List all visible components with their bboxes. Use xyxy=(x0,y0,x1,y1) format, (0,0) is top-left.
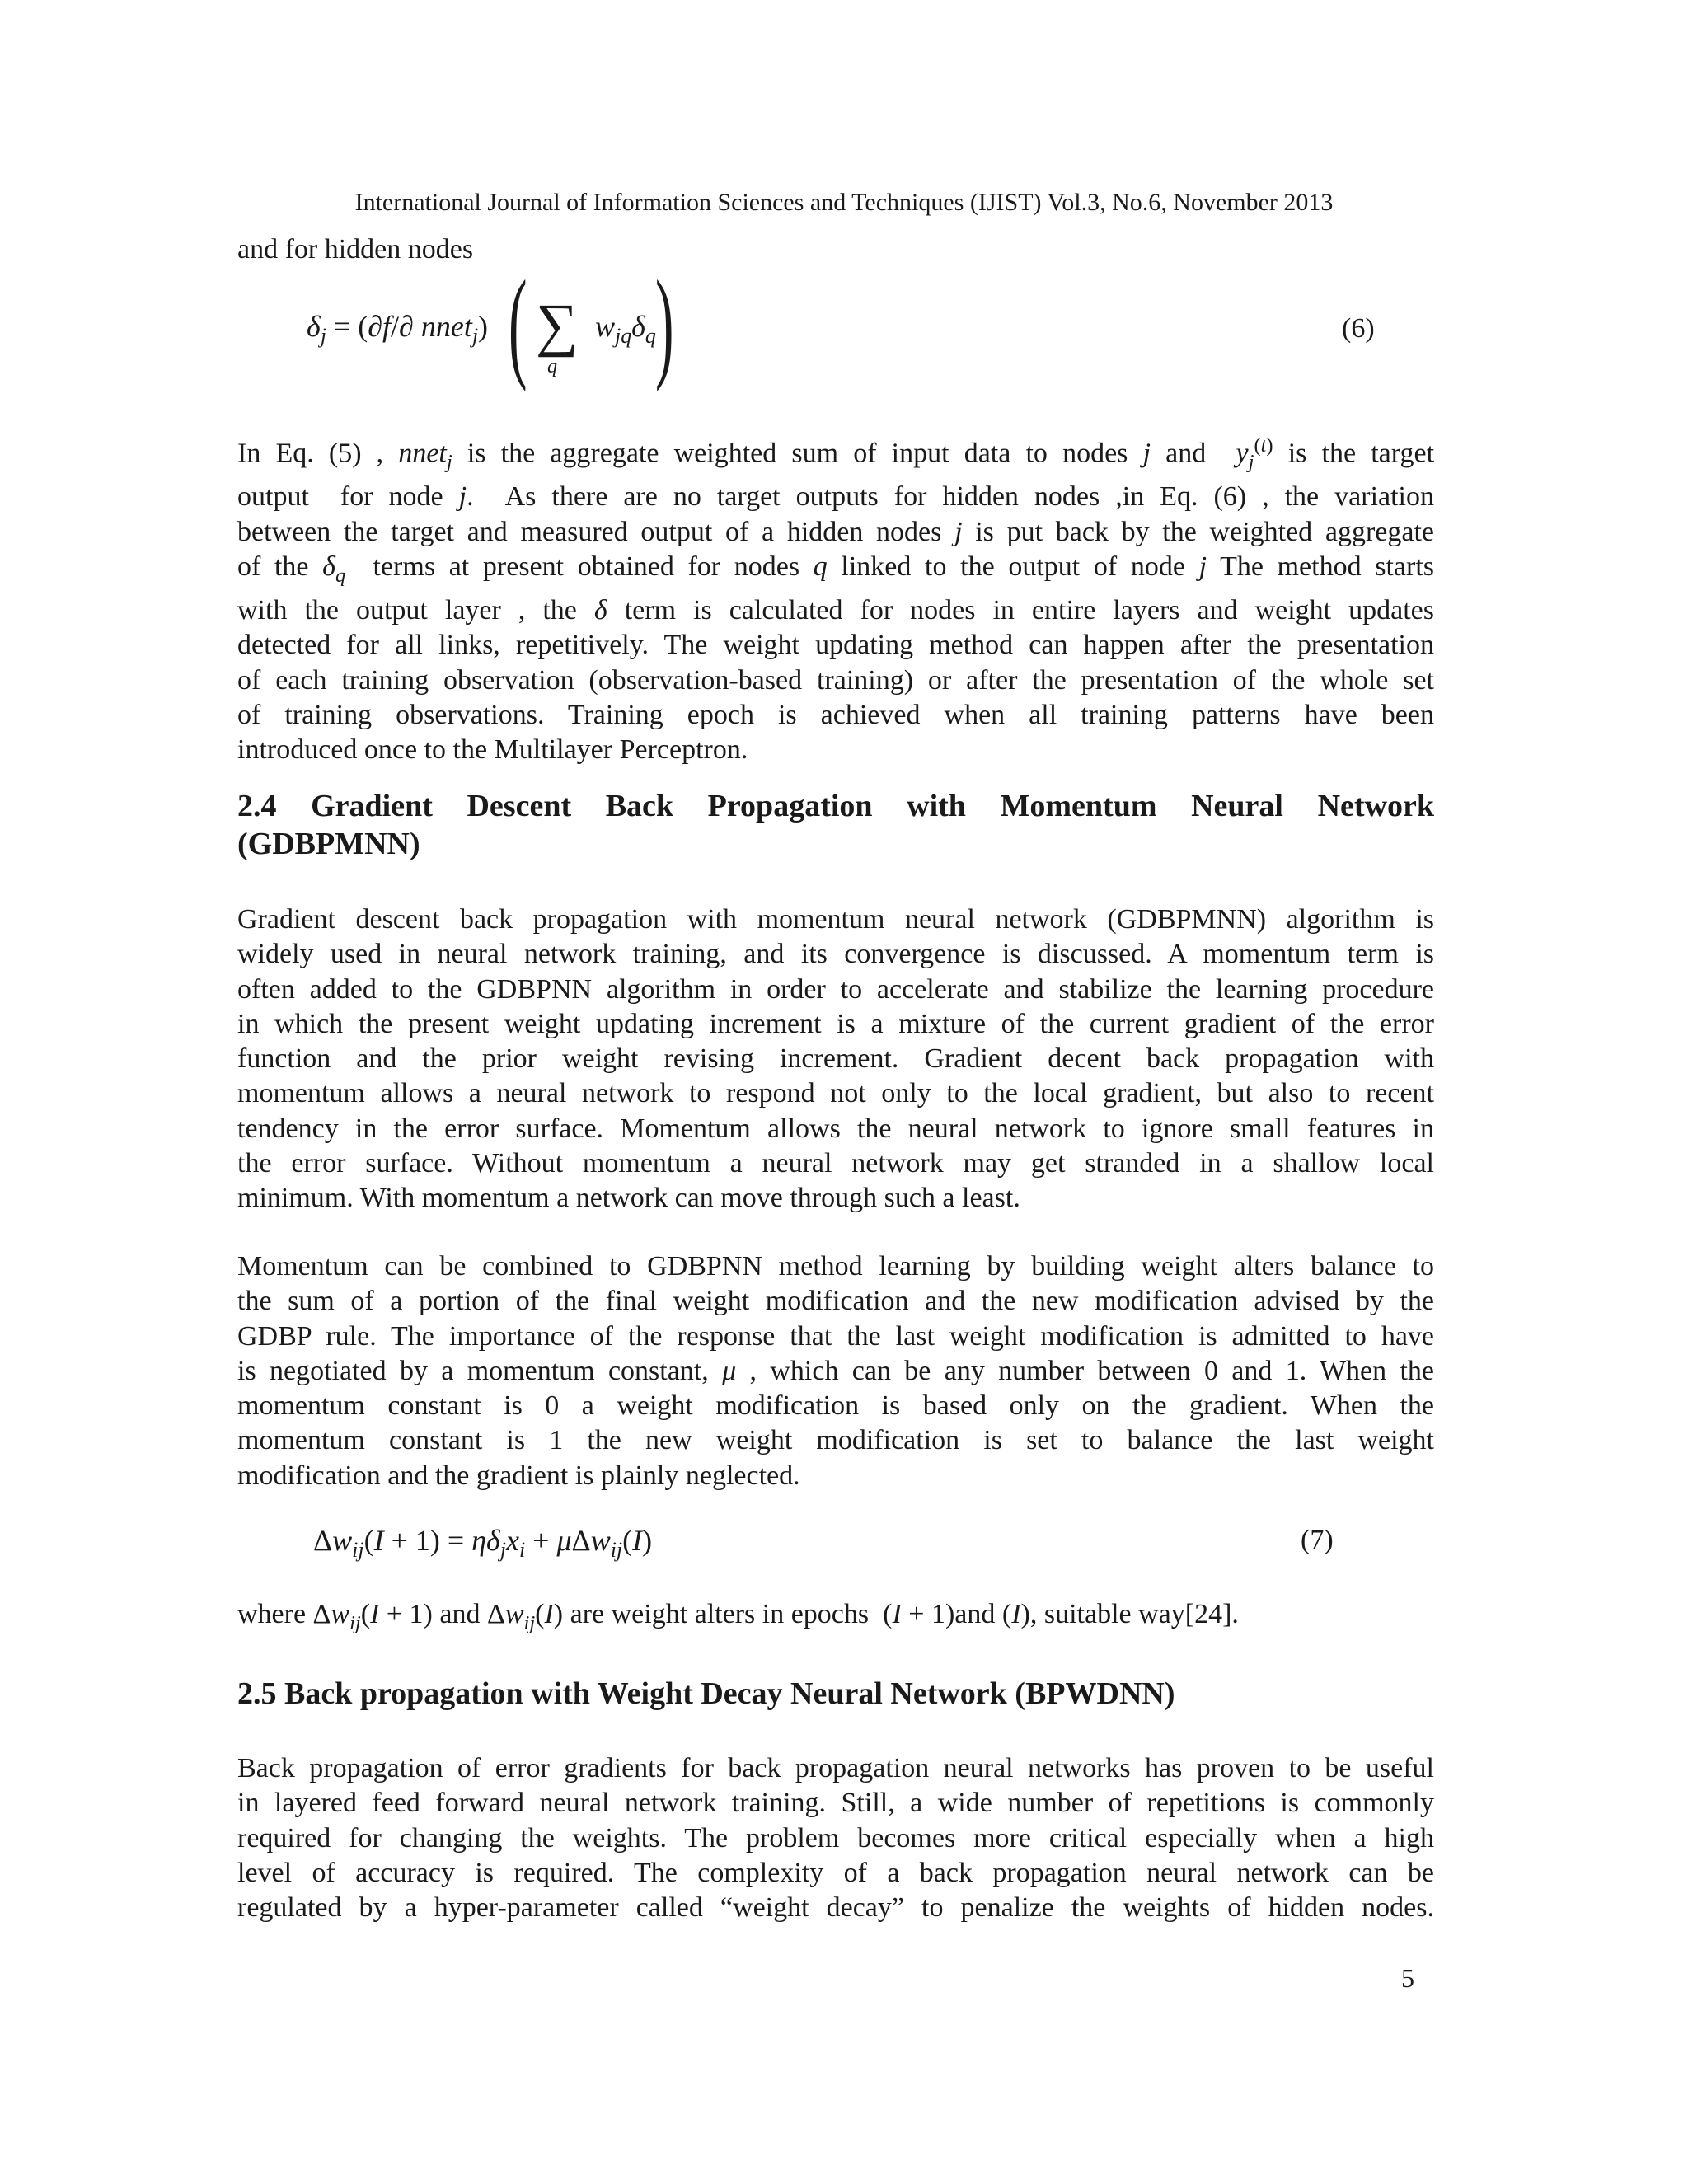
section-heading-2-4: 2.4 Gradient Descent Back Propagation with Momentum Neural Network (GDBPMNN) xyxy=(237,789,1434,861)
para1-line-7: of each training observation (observation-based training) or after the presentation of the whole set xyxy=(237,664,1434,696)
equation-6-close-paren: ) xyxy=(655,255,674,392)
equation-6-summand: $w_{jq}\delta_q$ xyxy=(595,310,656,349)
paragraph-eq5-explanation xyxy=(237,429,1434,768)
section-heading-2-5: 2.5 Back propagation with Weight Decay Neural Network (BPWDNN) xyxy=(237,1676,1175,1711)
paragraph-momentum-constant: Momentum can be combined to GDBPNN method learning by building weight alters balance to the sum of a portion of the final weight modification and the new modification advised by the GDBP rule. The importance of the response that the last weight modification is admitted to have is negotiated by a momentum constant, μ , which can be any number between 0 and 1. When the momentum constant is 0 a weight modification is based only on the gradient. When the momentum constant is 1 the new weight modification is set to balance the last weight modification and the gradient is plainly neglected. xyxy=(237,1251,1435,1491)
para1-line-2: output for node j. As there are no target outputs for hidden nodes ,in Eq. (6) , the variation xyxy=(237,481,1434,513)
equation-6-sum-sign: ∑ xyxy=(536,292,579,358)
intro-line: and for hidden nodes xyxy=(237,234,474,265)
paragraph-gdbpmnn-intro: Gradient descent back propagation with momentum neural network (GDBPMNN) algorithm is widely used in neural network training, and its convergence is discussed. A momentum term is often added to the GDBPNN algorithm in order to accelerate and stabilize the learning procedure in which the present weight updating increment is a mixture of the current gradient of the error function and the prior weight revising increment. Gradient decent back propagation with momentum allows a neural network to respond not only to the local gradient, but also to recent tendency in the error surface. Momentum allows the neural network to ignore small features in the error surface. Without momentum a neural network may get stranded in a shallow local minimum. With momentum a network can move through such a least. xyxy=(237,904,1434,1214)
equation-7-body: $\Delta w_{ij}(I + 1) = \eta\delta_jx_i + \mu\Delta w_{ij}(I)$ xyxy=(313,1524,653,1563)
equation-6-lhs: $\delta_j = (\partial f/\partial$ nnet$_j$) xyxy=(307,310,489,349)
equation-6-number: (6) xyxy=(1342,313,1375,344)
equation-6-sum-index: q xyxy=(547,356,557,377)
paragraph-bpwdnn-intro: Back propagation of error gradients for back propagation neural networks has proven to be useful in layered feed forward neural network training. Still, a wide number of repetitions is commonly required for changing the weights. The problem becomes more critical especially when a high level of accuracy is required. The complexity of a back propagation neural network can be regulated by a hyper-parameter called “weight decay” to penalize the weights of hidden nodes. xyxy=(237,1753,1434,1924)
equation-7-number: (7) xyxy=(1301,1525,1334,1555)
para1-line-5: with the output layer , the δ term is calculated for nodes in entire layers and weight updates xyxy=(237,595,1434,626)
para1-line-1: In Eq. (5) , nnet$_j$ is the aggregate weighted sum of input data to nodes j and $y_j^{(t)}$ is the target xyxy=(237,434,1435,474)
equation-6-open-paren: ( xyxy=(509,255,528,392)
para1-line-6: detected for all links, repetitively. The weight updating method can happen after the presentation xyxy=(237,630,1434,661)
where-line: where $\Delta w_{ij}(I + 1)$ and $\Delta w_{ij}(I)$ are weight alters in epochs (I + 1)and (I), suitable way[24]. xyxy=(237,1599,1239,1634)
running-header: International Journal of Information Sciences and Techniques (IJIST) Vol.3, No.6, November 2013 xyxy=(354,189,1334,216)
page-number: 5 xyxy=(1401,1963,1414,1993)
para3-line-4: is negotiated by a momentum constant, μ , which can be any number between 0 and 1. When the xyxy=(237,1355,1435,1386)
para1-line-3: between the target and measured output of a hidden nodes j is put back by the weighted aggregate xyxy=(237,516,1434,547)
para1-line-9: introduced once to the Multilayer Perceptron. xyxy=(237,734,748,766)
para1-line-4: of the $\delta_q$ terms at present obtained for nodes q linked to the output of node j The method starts xyxy=(237,551,1435,587)
para1-line-8: of training observations. Training epoch is achieved when all training patterns have been xyxy=(237,700,1434,730)
